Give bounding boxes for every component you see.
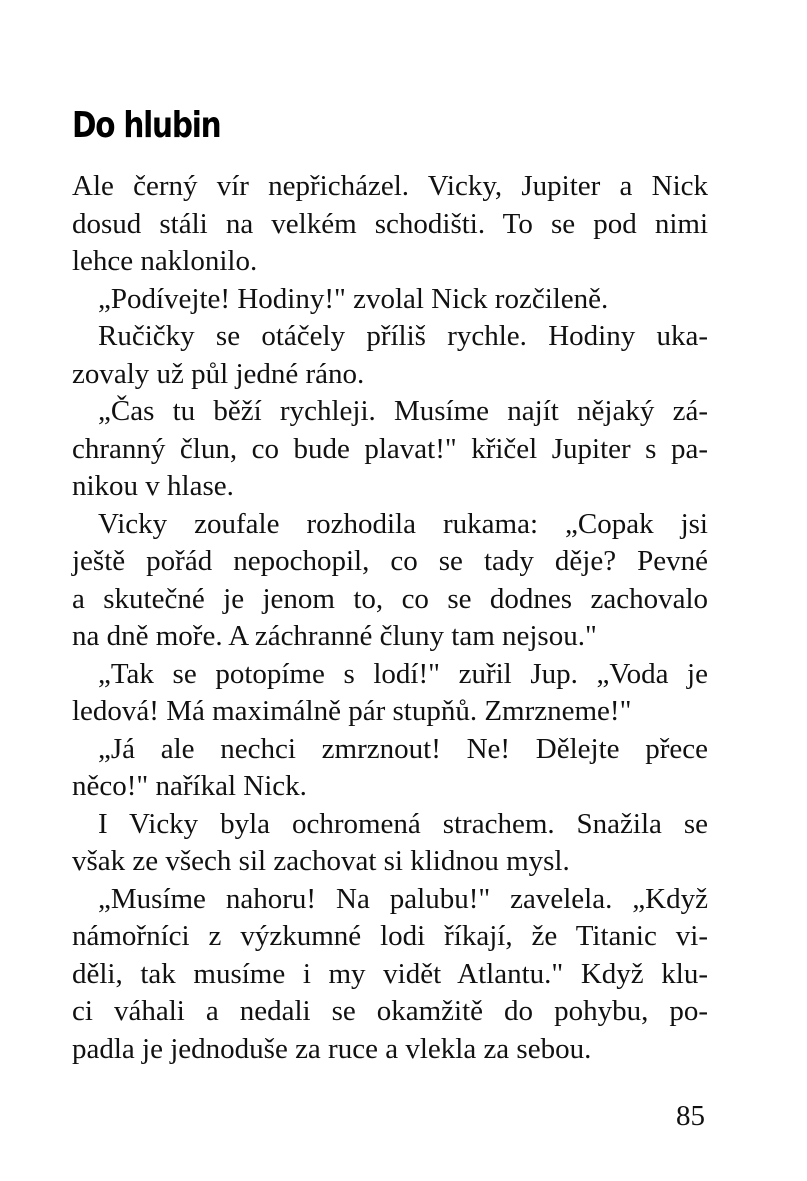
text-line: nikou v hlase.: [72, 470, 234, 502]
text-line: „Tak se potopíme s lodí!" zuřil Jup. „Voda je: [98, 657, 708, 690]
text-line: Ale černý vír nepřicházel. Vicky, Jupiter a Nick: [72, 170, 708, 202]
paragraph: [72, 881, 708, 1069]
text-line: však ze všech sil zachovat si klidnou mysl.: [72, 845, 570, 877]
text-line: lehce naklonilo.: [72, 245, 258, 277]
text-line: zovaly už půl jedné ráno.: [72, 357, 365, 390]
text-line: „Já ale nechci zmrznout! Ne! Dělejte přece: [98, 732, 708, 765]
paragraph: [72, 656, 708, 731]
text-line: I Vicky byla ochromená strachem. Snažila se: [98, 807, 708, 840]
text-line: chranný člun, co bude plavat!" křičel Jupiter s pa-: [72, 432, 708, 465]
paragraph: [72, 506, 708, 656]
text-line: něco!" naříkal Nick.: [72, 770, 307, 802]
text-line: děli, tak musíme i my vidět Atlantu." Když klu-: [72, 957, 708, 990]
text-line: Ručičky se otáčely příliš rychle. Hodiny uka-: [98, 320, 708, 352]
text-line: „Musíme nahoru! Na palubu!" zavelela. „Když: [98, 882, 708, 915]
text-line: na dně moře. A záchranné čluny tam nejsou.": [72, 620, 597, 652]
text-line: námořníci z výzkumné lodi říkají, že Titanic vi-: [72, 920, 708, 952]
text-line: ještě pořád nepochopil, co se tady děje? Pevné: [72, 545, 708, 577]
paragraph: [72, 806, 708, 881]
text-line: Vicky zoufale rozhodila rukama: „Copak jsi: [98, 507, 708, 540]
paragraph: [72, 731, 708, 806]
text-line: ci váhali a nedali se okamžitě do pohybu, po-: [72, 995, 708, 1027]
chapter-title: Do hlubin: [72, 105, 221, 146]
text-line: ledová! Má maximálně pár stupňů. Zmrzneme!": [72, 695, 632, 727]
paragraph: [72, 168, 708, 281]
text-line: „Podívejte! Hodiny!" zvolal Nick rozčileně.: [98, 282, 609, 315]
text-line: „Čas tu běží rychleji. Musíme najít nějaký zá-: [98, 395, 708, 427]
text-line: dosud stáli na velkém schodišti. To se pod nimi: [72, 207, 708, 240]
paragraph: [72, 281, 708, 319]
text-line: padla je jednoduše za ruce a vlekla za sebou.: [72, 1032, 592, 1065]
text-line: a skutečné je jenom to, co se dodnes zachovalo: [72, 582, 708, 615]
chapter-body: [72, 168, 708, 1068]
page-number: 85: [676, 1100, 705, 1132]
paragraph: [72, 393, 708, 506]
paragraph: [72, 318, 708, 393]
